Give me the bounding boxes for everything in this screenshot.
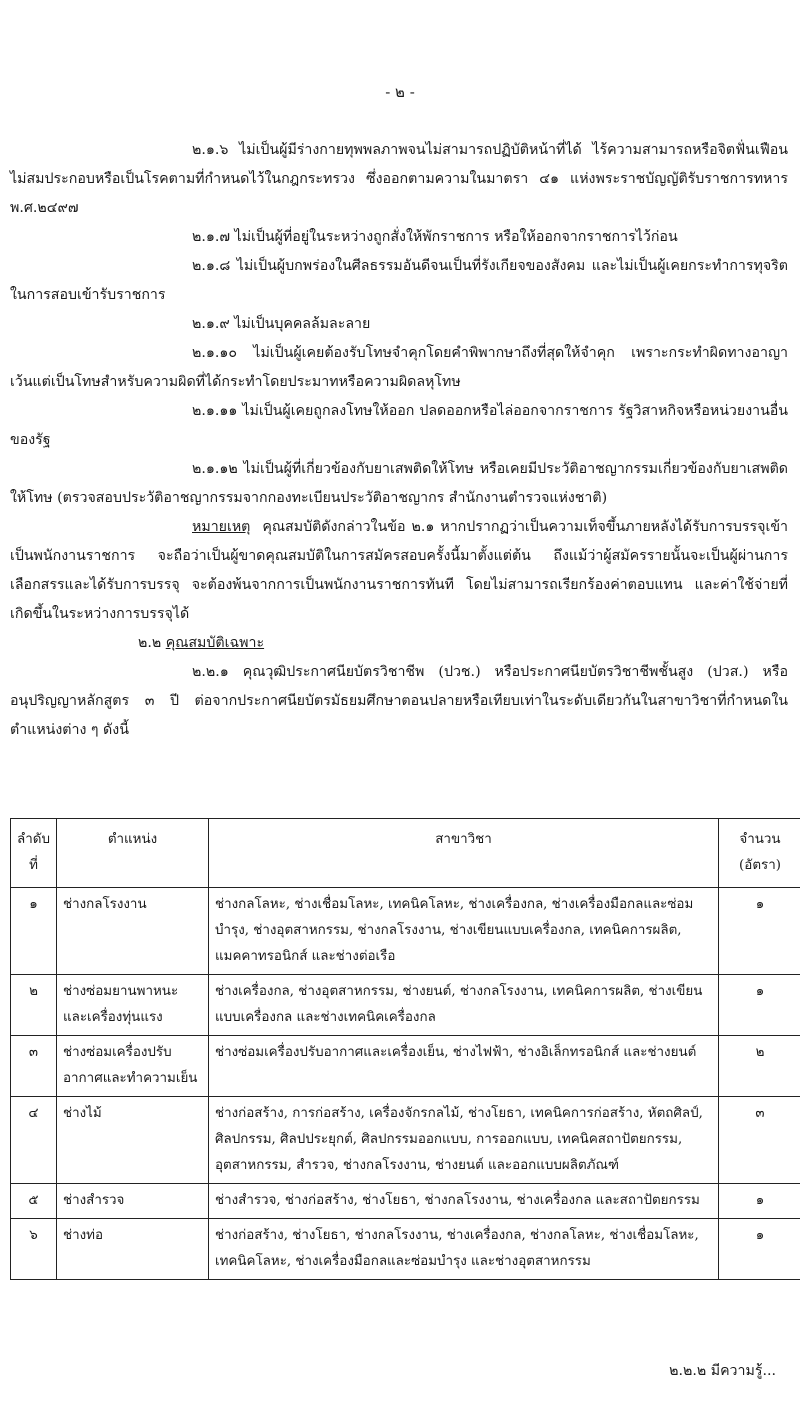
section-2-2-number: ๒.๒ bbox=[138, 635, 162, 651]
table-row bbox=[11, 888, 800, 975]
header-position: ตำแหน่ง bbox=[57, 819, 209, 888]
row-no: ๒ bbox=[11, 975, 57, 1036]
table-row bbox=[11, 1097, 800, 1184]
table-header-row bbox=[11, 819, 800, 888]
row-count: ๒ bbox=[719, 1036, 800, 1097]
document-body bbox=[10, 136, 788, 745]
remark-label: หมายเหตุ bbox=[192, 519, 251, 535]
table-row bbox=[11, 1219, 800, 1280]
row-fields: ช่างซ่อมเครื่องปรับอากาศและเครื่องเย็น, ช่างไฟฟ้า, ช่างอิเล็กทรอนิกส์ และช่างยนต์ bbox=[209, 1036, 719, 1097]
clause-2-1-6: ๒.๑.๖ ไม่เป็นผู้มีร่างกายทุพพลภาพจนไม่สามารถปฏิบัติหน้าที่ได้ ไร้ความสามารถหรือจิตฟั่นเฟือน ไม่สมประกอบหรือเป็นโรคตามที่กำหนดไว้ในกฎกระทรวง ซึ่งออกตามความในมาตรา ๔๑ แห่งพระราชบัญญัติรับราชการทหาร พ.ศ.๒๔๙๗ bbox=[10, 142, 788, 216]
row-position: ช่างซ่อมยานพาหนะและเครื่องทุ่นแรง bbox=[57, 975, 209, 1036]
row-count: ๑ bbox=[719, 975, 800, 1036]
section-2-2-heading bbox=[10, 629, 788, 658]
continuation-note: ๒.๒.๒ มีความรู้... bbox=[669, 1363, 776, 1379]
row-no: ๕ bbox=[11, 1184, 57, 1219]
positions-table bbox=[10, 818, 800, 1280]
header-no: ลำดับที่ bbox=[11, 819, 57, 888]
section-2-2-label: คุณสมบัติเฉพาะ bbox=[165, 635, 265, 651]
row-position: ช่างกลโรงงาน bbox=[57, 888, 209, 975]
page-number: - ๒ - bbox=[385, 83, 415, 101]
clause-2-2-1: ๒.๒.๑ คุณวุฒิประกาศนียบัตรวิชาชีพ (ปวช.) หรือประกาศนียบัตรวิชาชีพชั้นสูง (ปวส.) หรืออนุปริญญาหลักสูตร ๓ ปี ต่อจากประกาศนียบัตรมัธยมศึกษาตอนปลายหรือเทียบเท่าในระดับเดียวกันในสาขาวิชาที่กำหนดในตำแหน่งต่าง ๆ ดังนี้ bbox=[10, 664, 788, 738]
clause-2-1-7: ๒.๑.๗ ไม่เป็นผู้ที่อยู่ในระหว่างถูกสั่งให้พักราชการ หรือให้ออกจากราชการไว้ก่อน bbox=[192, 229, 678, 245]
clause-2-1-9: ๒.๑.๙ ไม่เป็นบุคคลล้มละลาย bbox=[192, 316, 371, 332]
row-fields: ช่างเครื่องกล, ช่างอุตสาหกรรม, ช่างยนต์, ช่างกลโรงงาน, เทคนิคการผลิต, ช่างเขียนแบบเครื่องกล และช่างเทคนิคเครื่องกล bbox=[209, 975, 719, 1036]
header-count: จำนวน (อัตรา) bbox=[719, 819, 800, 888]
table-row bbox=[11, 975, 800, 1036]
table-row bbox=[11, 1036, 800, 1097]
table-row bbox=[11, 1184, 800, 1219]
row-no: ๖ bbox=[11, 1219, 57, 1280]
remark-paragraph bbox=[10, 513, 788, 629]
row-no: ๑ bbox=[11, 888, 57, 975]
header-fields: สาขาวิชา bbox=[209, 819, 719, 888]
row-count: ๓ bbox=[719, 1097, 800, 1184]
row-fields: ช่างก่อสร้าง, ช่างโยธา, ช่างกลโรงงาน, ช่างเครื่องกล, ช่างกลโลหะ, ช่างเชื่อมโลหะ, เทคนิคโลหะ, ช่างเครื่องมือกลและซ่อมบำรุง และช่างอุตสาหกรรม bbox=[209, 1219, 719, 1280]
row-fields: ช่างสำรวจ, ช่างก่อสร้าง, ช่างโยธา, ช่างกลโรงงาน, ช่างเครื่องกล และสถาปัตยกรรม bbox=[209, 1184, 719, 1219]
clause-2-1-11: ๒.๑.๑๑ ไม่เป็นผู้เคยถูกลงโทษให้ออก ปลดออกหรือไล่ออกจากราชการ รัฐวิสาหกิจหรือหน่วยงานอื่นของรัฐ bbox=[10, 403, 788, 448]
row-fields: ช่างกลโลหะ, ช่างเชื่อมโลหะ, เทคนิคโลหะ, ช่างเครื่องกล, ช่างเครื่องมือกลและซ่อมบำรุง, ช่างอุตสาหกรรม, ช่างกลโรงงาน, ช่างเขียนแบบเครื่องกล, เทคนิคการผลิต, แมคคาทรอนิกส์ และช่างต่อเรือ bbox=[209, 888, 719, 975]
row-position: ช่างท่อ bbox=[57, 1219, 209, 1280]
row-count: ๑ bbox=[719, 1219, 800, 1280]
row-no: ๔ bbox=[11, 1097, 57, 1184]
row-position: ช่างสำรวจ bbox=[57, 1184, 209, 1219]
row-no: ๓ bbox=[11, 1036, 57, 1097]
clause-2-1-12: ๒.๑.๑๒ ไม่เป็นผู้ที่เกี่ยวข้องกับยาเสพติดให้โทษ หรือเคยมีประวัติอาชญากรรมเกี่ยวข้องกับยาเสพติดให้โทษ (ตรวจสอบประวัติอาชญากรรมจากกองทะเบียนประวัติอาชญากร สำนักงานตำรวจแห่งชาติ) bbox=[10, 461, 788, 506]
row-fields: ช่างก่อสร้าง, การก่อสร้าง, เครื่องจักรกลไม้, ช่างโยธา, เทคนิคการก่อสร้าง, หัตถศิลป์, ศิลปกรรม, ศิลปประยุกต์, ศิลปกรรมออกแบบ, การออกแบบ, เทคนิคสถาปัตยกรรม, อุตสาหกรรม, สำรวจ, ช่างกลโรงงาน, ช่างยนต์ และออกแบบผลิตภัณฑ์ bbox=[209, 1097, 719, 1184]
clause-2-1-10: ๒.๑.๑๐ ไม่เป็นผู้เคยต้องรับโทษจำคุกโดยคำพิพากษาถึงที่สุดให้จำคุก เพราะกระทำผิดทางอาญา เว้นแต่เป็นโทษสำหรับความผิดที่ได้กระทำโดยประมาทหรือความผิดลหุโทษ bbox=[10, 345, 788, 390]
row-position: ช่างซ่อมเครื่องปรับอากาศและทำความเย็น bbox=[57, 1036, 209, 1097]
clause-2-1-8: ๒.๑.๘ ไม่เป็นผู้บกพร่องในศีลธรรมอันดีจนเป็นที่รังเกียจของสังคม และไม่เป็นผู้เคยกระทำการทุจริตในการสอบเข้ารับราชการ bbox=[10, 258, 788, 303]
row-count: ๑ bbox=[719, 888, 800, 975]
row-position: ช่างไม้ bbox=[57, 1097, 209, 1184]
row-count: ๑ bbox=[719, 1184, 800, 1219]
remark-text: คุณสมบัติดังกล่าวในข้อ ๒.๑ หากปรากฏว่าเป็นความเท็จขึ้นภายหลังได้รับการบรรจุเข้าเป็นพนักงานราชการ จะถือว่าเป็นผู้ขาดคุณสมบัติในการสมัครสอบครั้งนี้มาตั้งแต่ต้น ถึงแม้ว่าผู้สมัครรายนั้นจะเป็นผู้ผ่านการเลือกสรรและได้รับการบรรจุ จะต้องพ้นจากการเป็นพนักงานราชการทันที โดยไม่สามารถเรียกร้องค่าตอบแทน และค่าใช้จ่ายที่เกิดขึ้นในระหว่างการบรรจุได้ bbox=[10, 519, 788, 622]
